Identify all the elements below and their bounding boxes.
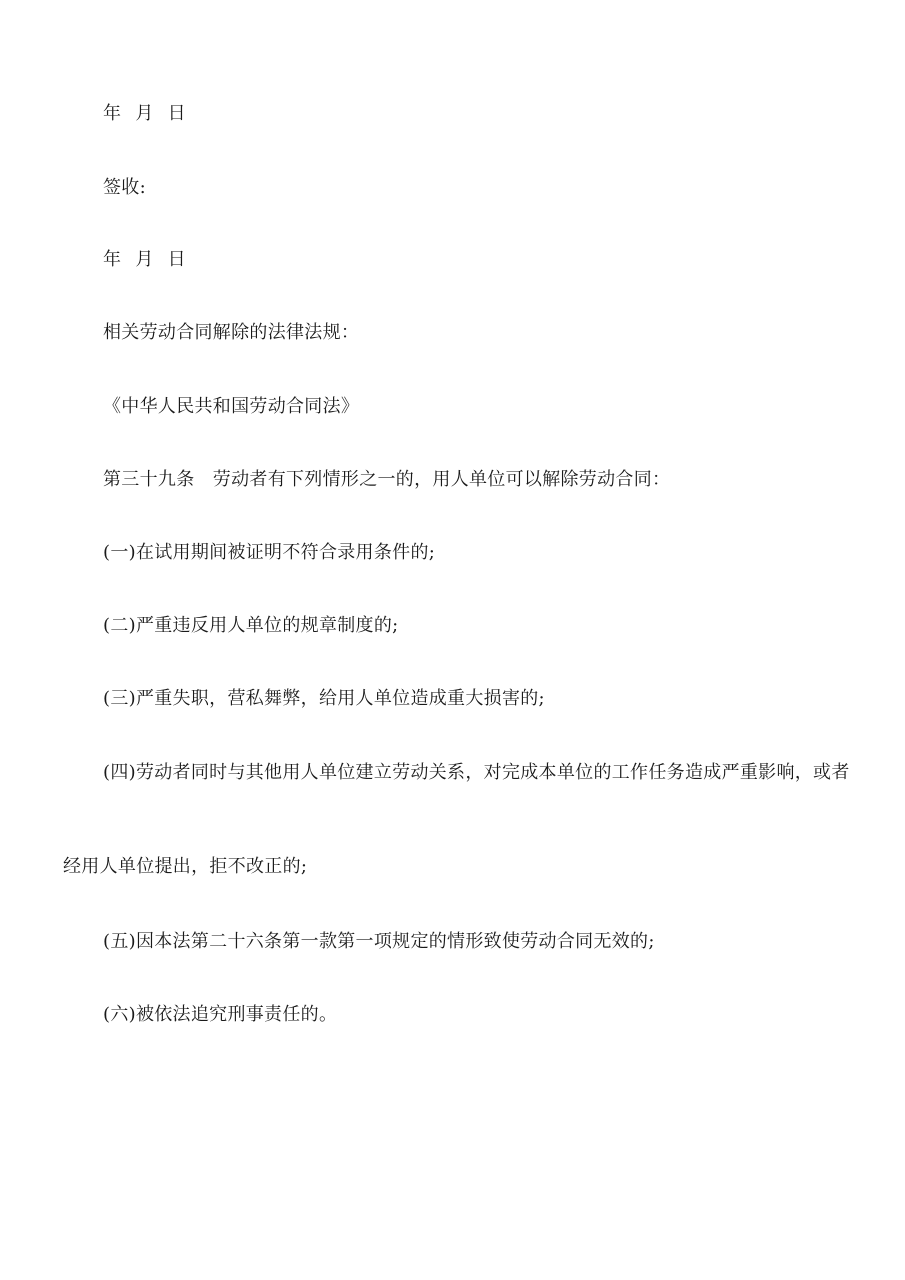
signature-label: 签收: [103,177,146,198]
article-39-intro: 第三十九条 劳动者有下列情形之一的，用人单位可以解除劳动合同： [103,469,671,490]
clause-4-part-2: 经用人单位提出，拒不改正的; [63,856,308,877]
clause-4-part-1: (四)劳动者同时与其他用人单位建立劳动关系，对完成本单位的工作任务造成严重影响，或者 [103,762,850,783]
clause-5: (五)因本法第二十六条第一款第一项规定的情形致使劳动合同无效的; [103,931,655,952]
clause-2: (二)严重违反用人单位的规章制度的; [103,615,399,636]
clause-1: (一)在试用期间被证明不符合录用条件的; [103,542,436,563]
date-line-2: 年 月 日 [103,249,186,270]
date-line-1: 年 月 日 [103,103,186,124]
law-title: 《中华人民共和国劳动合同法》 [103,396,360,417]
clause-3: (三)严重失职，营私舞弊，给用人单位造成重大损害的; [103,688,545,709]
clause-6: (六)被依法追究刑事责任的。 [103,1004,338,1025]
section-heading: 相关劳动合同解除的法律法规： [103,322,360,343]
